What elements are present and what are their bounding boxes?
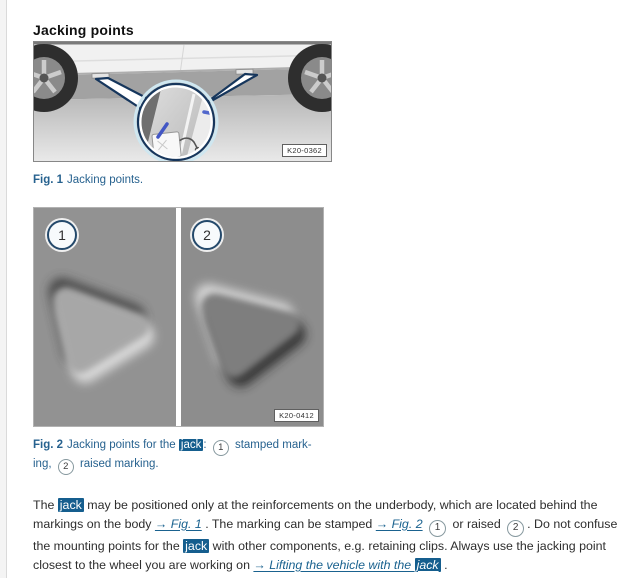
text-run: markings on the body: [33, 517, 155, 531]
jacking-points-paragraph: [33, 496, 633, 575]
text-run: closest to the wheel you are working on: [33, 558, 254, 572]
figure-2-caption-body: [33, 439, 312, 470]
figure-2-caption: [33, 437, 363, 475]
figure-1-id-label: K20-0362: [282, 144, 327, 157]
figure-2-marker-2-badge: 2: [192, 220, 222, 250]
text-run: [423, 517, 426, 531]
figure-1-caption: [33, 172, 363, 189]
text-run: . The marking can be stamped: [201, 517, 376, 531]
page-left-edge: [0, 0, 7, 578]
figure-2-markings-image: [33, 207, 324, 427]
figure-2-marker-1-badge: 1: [47, 220, 77, 250]
figure-1-caption-prefix: Fig. 1: [33, 174, 64, 186]
figure-link[interactable]: → Fig. 1: [154, 517, 202, 531]
text-run: raised marking.: [76, 458, 159, 470]
text-run: or raised: [449, 517, 505, 531]
text-run: The: [33, 498, 58, 512]
circled-number-badge: 2: [58, 459, 74, 475]
figure-link[interactable]: → Fig. 2: [375, 517, 423, 531]
figure-1-jacking-points-image: [33, 41, 332, 162]
text-run: with other components, e.g. retaining clips. Always use the jacking point: [209, 539, 606, 553]
highlighted-term: jack: [180, 439, 202, 451]
circled-number-badge: 1: [213, 440, 229, 456]
circled-number-badge: 1: [429, 520, 446, 537]
highlighted-term-in-link[interactable]: jack: [416, 558, 439, 572]
text-run: :: [203, 439, 210, 451]
figure-link[interactable]: → Lifting the vehicle with the: [253, 558, 415, 572]
jack-markings-illustration: [34, 208, 323, 426]
text-run: Jacking points for the: [67, 439, 179, 451]
text-run: .: [440, 558, 448, 572]
circled-number-badge: 2: [507, 520, 524, 537]
text-run: ing,: [33, 458, 55, 470]
highlighted-term: jack: [185, 539, 208, 553]
figure-2-caption-prefix: Fig. 2: [33, 439, 64, 451]
highlighted-term: jack: [59, 498, 82, 512]
page-title: Jacking points: [33, 22, 134, 38]
text-run: the mounting points for the: [33, 539, 184, 553]
text-run: may be positioned only at the reinforcements on the underbody, which are located behind the: [83, 498, 598, 512]
figure-2-id-label: K20-0412: [274, 409, 319, 422]
manual-page-content: [33, 0, 633, 587]
text-run: . Do not confuse: [527, 517, 618, 531]
figure-1-caption-text: Jacking points.: [67, 174, 144, 186]
text-run: stamped mark-: [231, 439, 312, 451]
